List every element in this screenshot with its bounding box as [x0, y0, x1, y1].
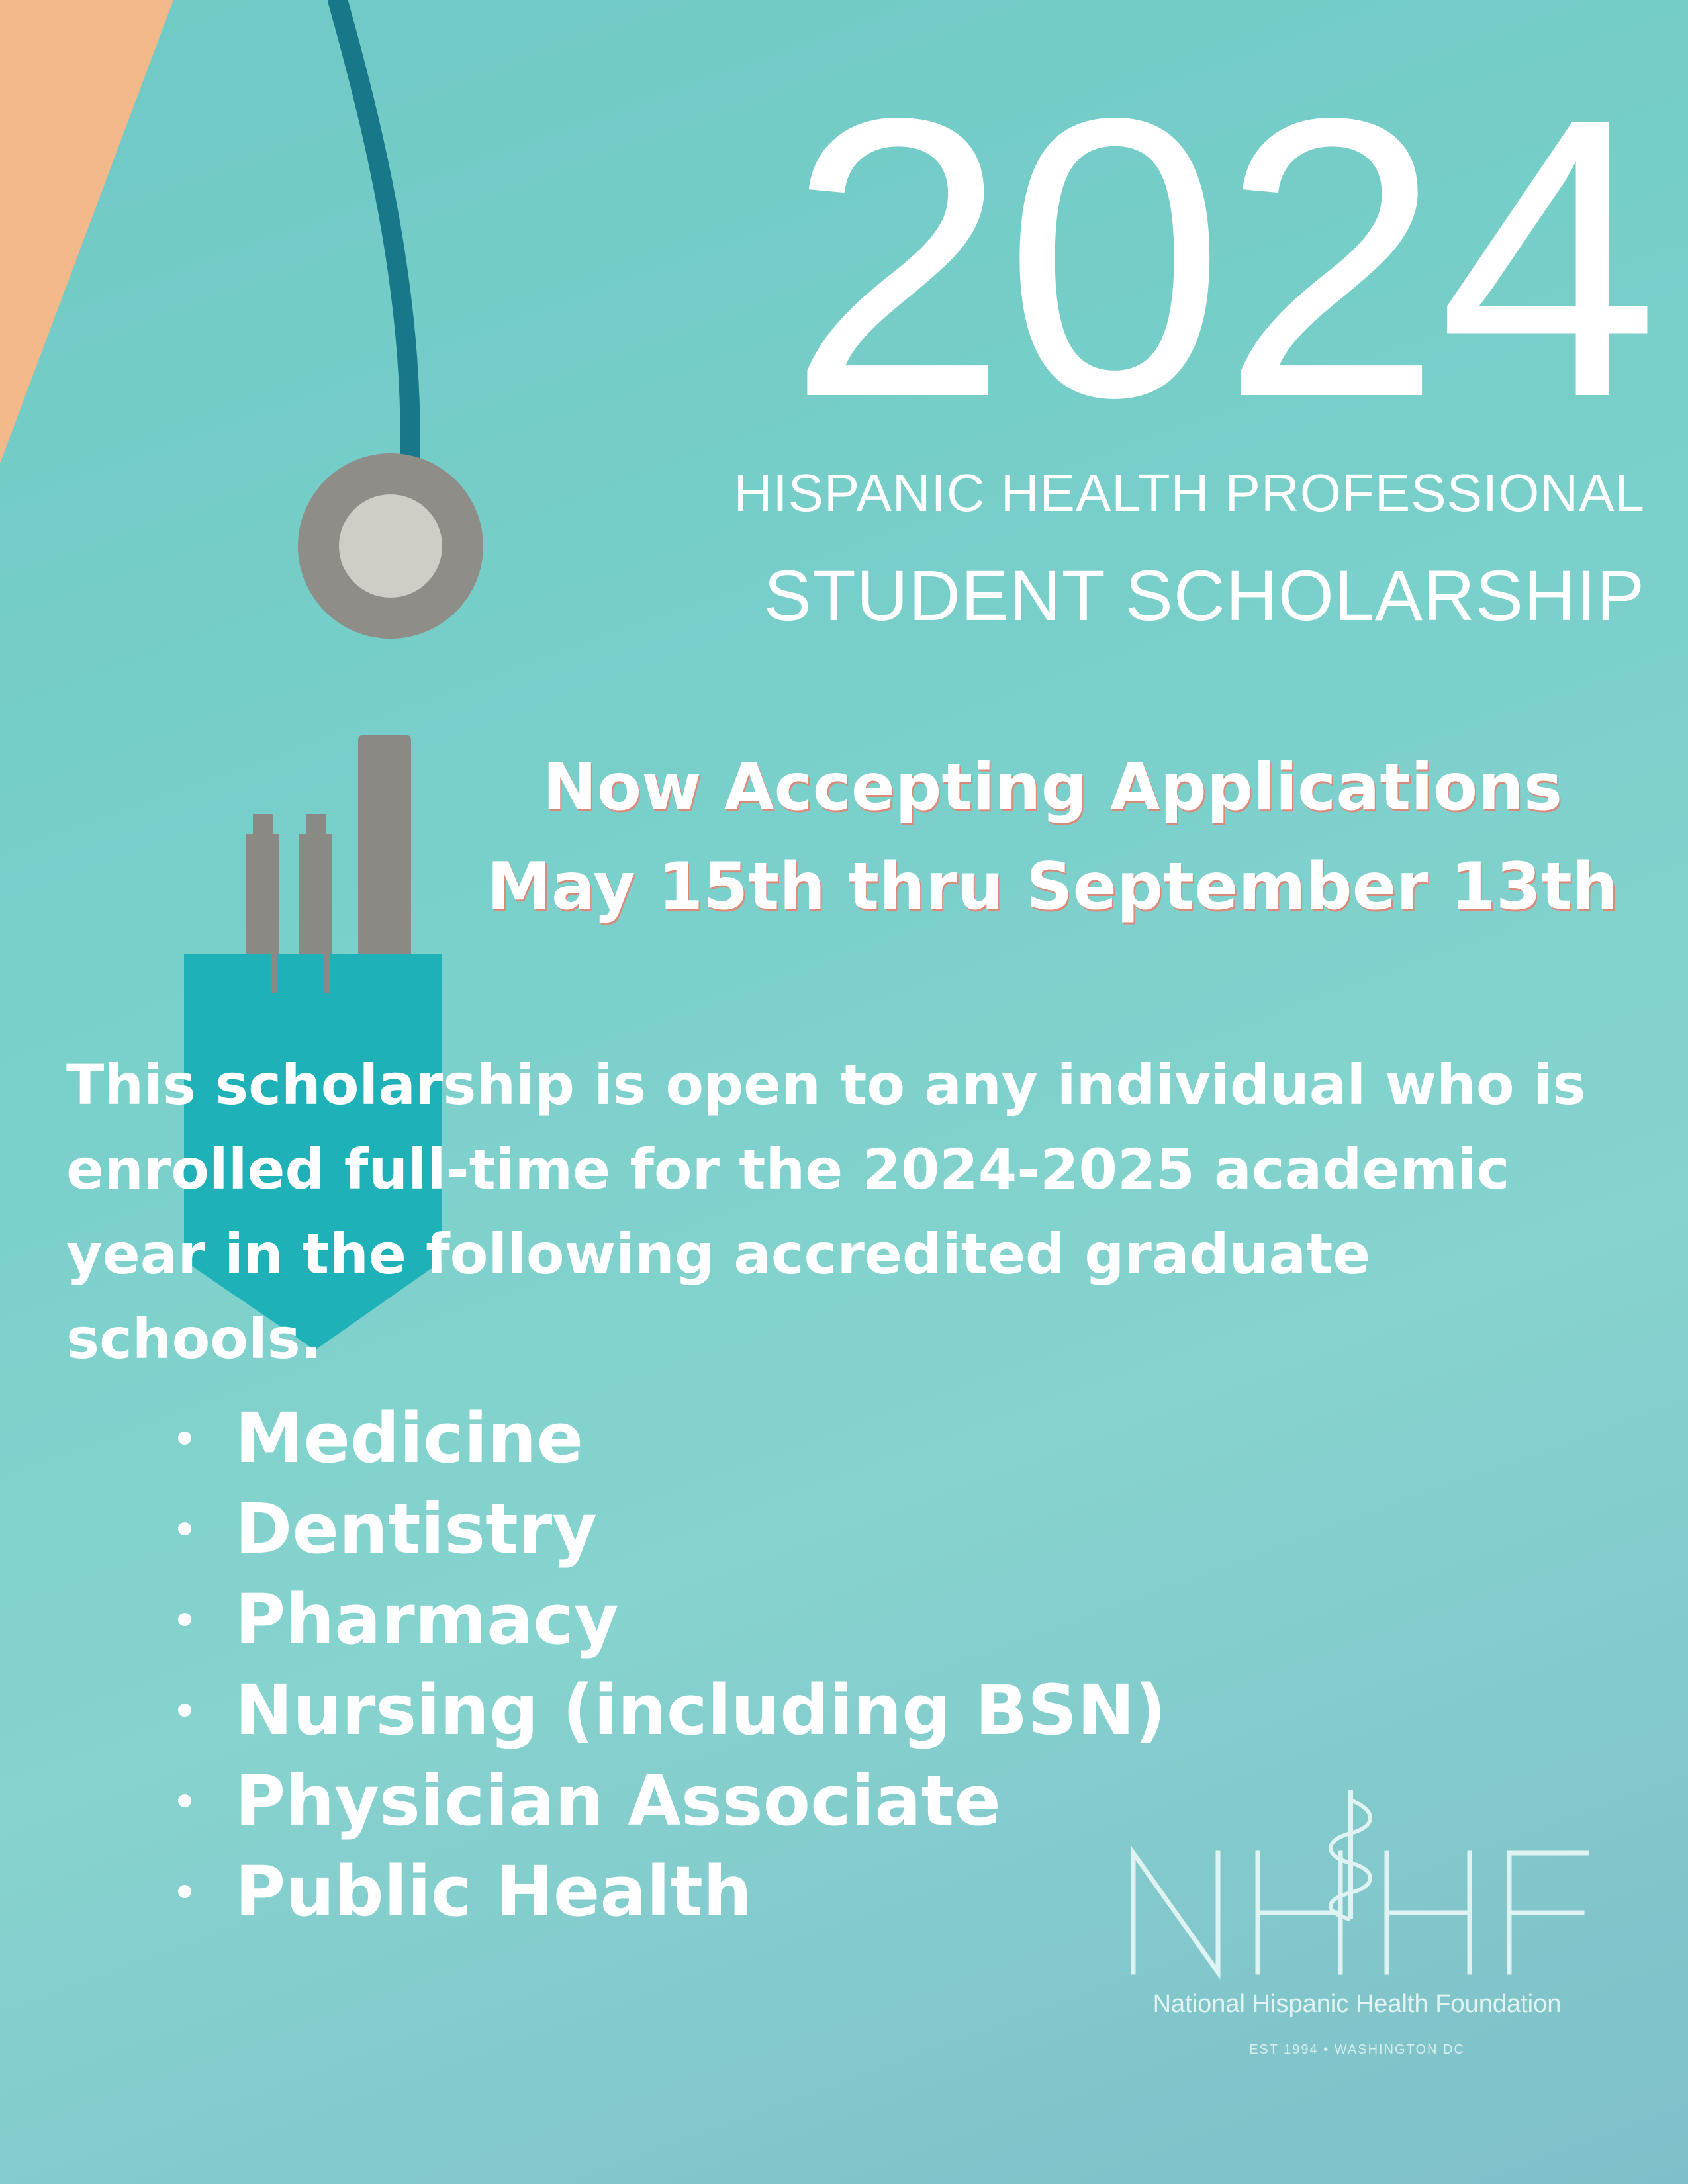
list-item: Physician Associate	[169, 1756, 1166, 1846]
nhhf-logo	[1125, 1787, 1589, 2065]
application-announcement	[450, 738, 1655, 936]
list-item: Public Health	[169, 1846, 1166, 1937]
announcement-line-1: Now Accepting Applications	[542, 750, 1563, 825]
list-item: Dentistry	[169, 1484, 1166, 1574]
stethoscope-icon	[298, 0, 483, 639]
subtitle-line-1: HISPANIC HEALTH PROFESSIONAL	[733, 463, 1645, 522]
schools-list	[169, 1393, 1166, 1937]
eligibility-intro: This scholarship is open to any individual who is enrolled full-time for the 2024-2025 academic year in the following accredited graduate schools.	[66, 1052, 1586, 1371]
bullet-icon	[178, 1885, 191, 1898]
logo-established: EST 1994 • WASHINGTON DC	[1249, 2042, 1465, 2057]
bullet-icon	[178, 1432, 191, 1445]
list-item: Medicine	[169, 1393, 1166, 1484]
logo-organization-name: National Hispanic Health Foundation	[1152, 1990, 1562, 2018]
list-item: Pharmacy	[169, 1574, 1166, 1665]
scholarship-year: 2024	[787, 36, 1655, 480]
bullet-icon	[178, 1794, 191, 1807]
announcement-date-range: May 15th thru September 13th	[487, 849, 1618, 925]
caduceus-icon	[1331, 1790, 1370, 1919]
bullet-icon	[178, 1522, 191, 1535]
bullet-icon	[178, 1704, 191, 1717]
subtitle-line-2: STUDENT SCHOLARSHIP	[763, 555, 1645, 635]
list-item: Nursing (including BSN)	[169, 1665, 1166, 1756]
peach-lapel-shape	[0, 0, 173, 463]
bullet-icon	[178, 1613, 191, 1626]
